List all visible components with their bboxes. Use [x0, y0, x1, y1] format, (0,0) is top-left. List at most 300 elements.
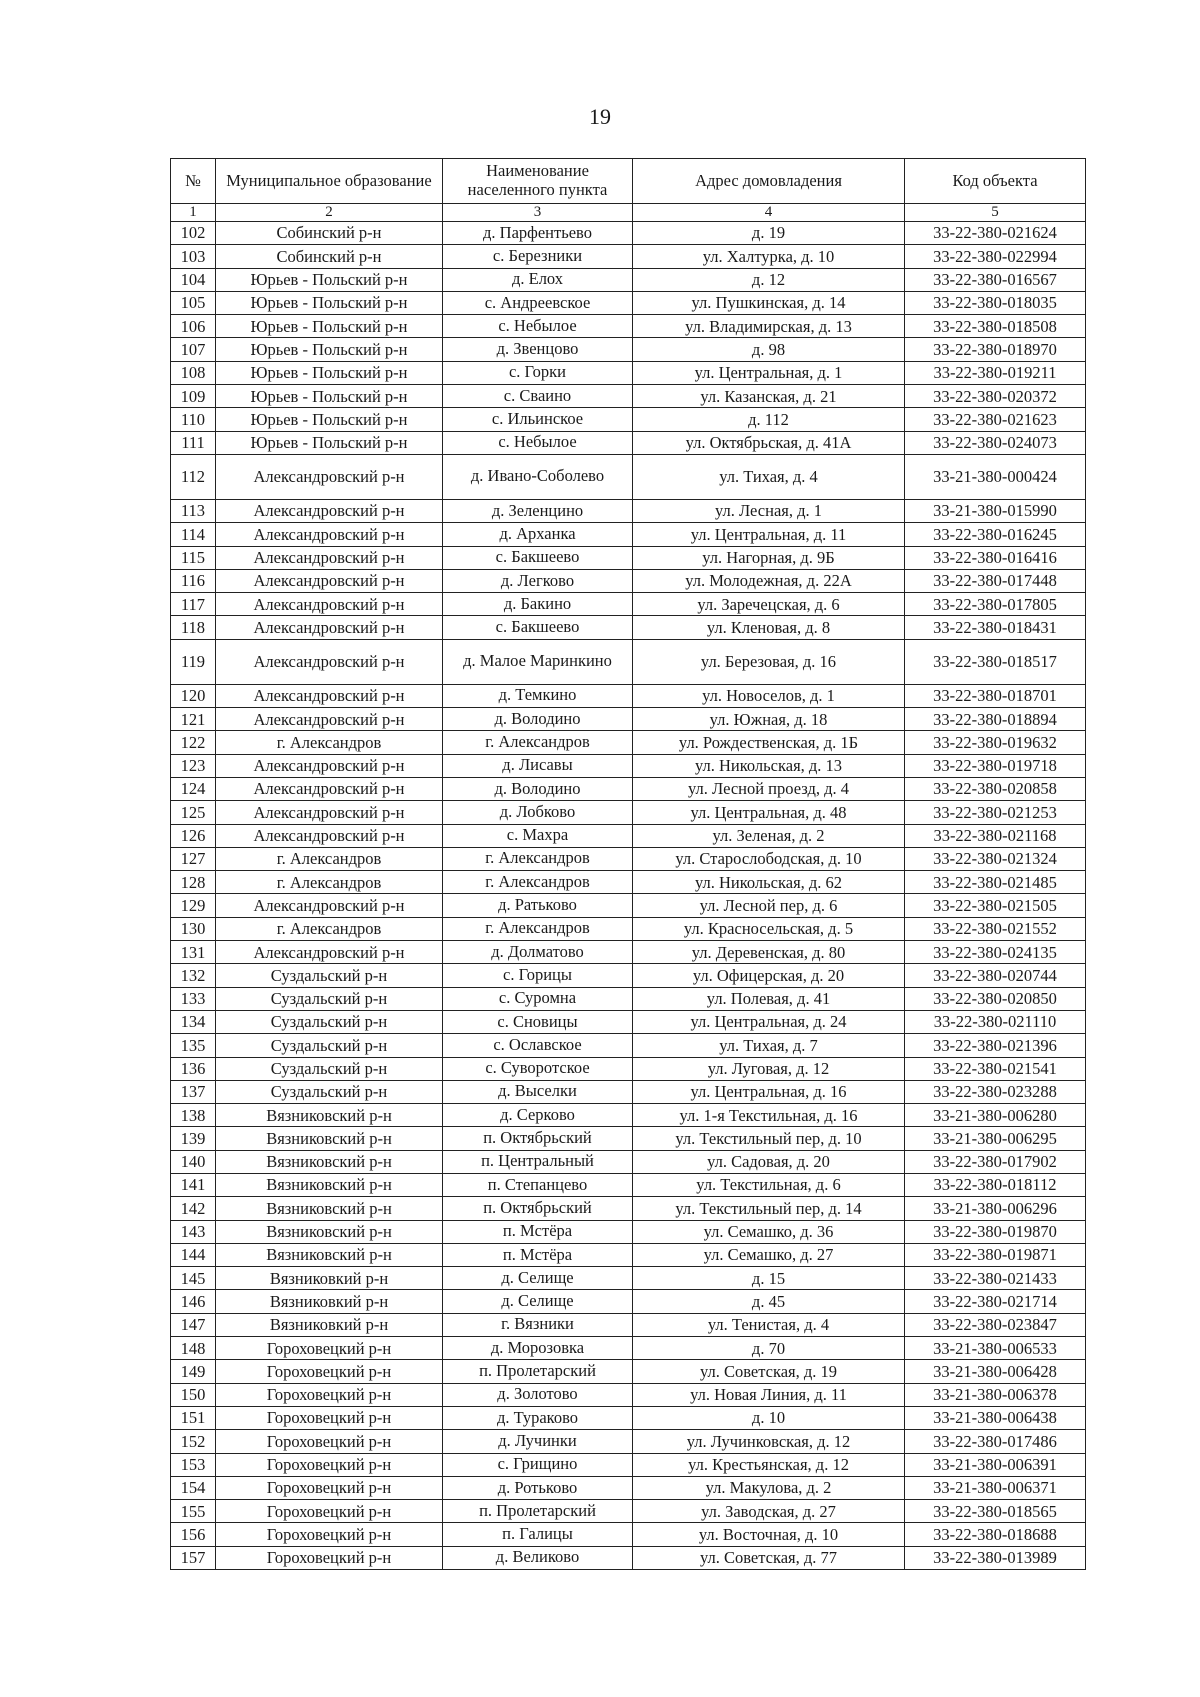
cell-object-code: 33-21-380-006371 — [905, 1476, 1086, 1499]
cell-settlement: д. Володино — [443, 708, 633, 731]
cell-address: ул. Казанская, д. 21 — [633, 385, 905, 408]
table-row — [171, 1057, 1086, 1080]
cell-municipality: Александровский р-н — [216, 684, 443, 707]
cell-number: 135 — [171, 1034, 216, 1057]
cell-object-code: 33-21-380-006533 — [905, 1337, 1086, 1360]
cell-settlement: д. Великово — [443, 1546, 633, 1569]
table-row — [171, 222, 1086, 245]
table-row — [171, 754, 1086, 777]
cell-municipality: Гороховецкий р-н — [216, 1523, 443, 1546]
cell-settlement: д. Выселки — [443, 1080, 633, 1103]
cell-number: 123 — [171, 754, 216, 777]
cell-number: 113 — [171, 499, 216, 522]
cell-address: д. 12 — [633, 268, 905, 291]
cell-settlement: с. Ославское — [443, 1034, 633, 1057]
cell-address: ул. Заводская, д. 27 — [633, 1500, 905, 1523]
cell-address: ул. Офицерская, д. 20 — [633, 964, 905, 987]
cell-settlement: д. Звенцово — [443, 338, 633, 361]
table-row — [171, 408, 1086, 431]
cell-object-code: 33-22-380-016567 — [905, 268, 1086, 291]
cell-address: ул. Семашко, д. 36 — [633, 1220, 905, 1243]
cell-number: 122 — [171, 731, 216, 754]
cell-object-code: 33-21-380-015990 — [905, 499, 1086, 522]
table-row — [171, 338, 1086, 361]
cell-number: 129 — [171, 894, 216, 917]
table-row — [171, 941, 1086, 964]
cell-municipality: Юрьев - Польский р-н — [216, 315, 443, 338]
cell-municipality: Александровский р-н — [216, 708, 443, 731]
table-row — [171, 1104, 1086, 1127]
cell-municipality: Александровский р-н — [216, 523, 443, 546]
cell-number: 125 — [171, 801, 216, 824]
cell-municipality: Вязниковкий р-н — [216, 1290, 443, 1313]
cell-number: 150 — [171, 1383, 216, 1406]
cell-number: 110 — [171, 408, 216, 431]
column-number: 2 — [216, 204, 443, 222]
cell-municipality: Александровский р-н — [216, 569, 443, 592]
table-row — [171, 1313, 1086, 1336]
cell-settlement: г. Александров — [443, 731, 633, 754]
cell-object-code: 33-22-380-020850 — [905, 987, 1086, 1010]
cell-municipality: Собинский р-н — [216, 245, 443, 268]
cell-object-code: 33-22-380-016416 — [905, 546, 1086, 569]
column-number: 1 — [171, 204, 216, 222]
cell-number: 157 — [171, 1546, 216, 1569]
cell-address: ул. Лучинковская, д. 12 — [633, 1430, 905, 1453]
cell-settlement: с. Бакшеево — [443, 546, 633, 569]
cell-number: 145 — [171, 1267, 216, 1290]
cell-address: ул. Центральная, д. 48 — [633, 801, 905, 824]
cell-number: 104 — [171, 268, 216, 291]
cell-settlement: д. Морозовка — [443, 1337, 633, 1360]
cell-object-code: 33-22-380-013989 — [905, 1546, 1086, 1569]
cell-address: ул. Рождественская, д. 1Б — [633, 731, 905, 754]
cell-settlement: с. Бакшеево — [443, 616, 633, 639]
table-row — [171, 1173, 1086, 1196]
cell-object-code: 33-22-380-020372 — [905, 385, 1086, 408]
cell-municipality: Юрьев - Польский р-н — [216, 338, 443, 361]
cell-settlement: г. Александров — [443, 847, 633, 870]
cell-number: 142 — [171, 1197, 216, 1220]
cell-number: 112 — [171, 454, 216, 499]
table-row — [171, 847, 1086, 870]
cell-settlement: с. Березники — [443, 245, 633, 268]
cell-municipality: г. Александров — [216, 917, 443, 940]
table-row — [171, 1406, 1086, 1429]
cell-settlement: п. Мстёра — [443, 1220, 633, 1243]
cell-address: ул. Восточная, д. 10 — [633, 1523, 905, 1546]
cell-settlement: п. Октябрьский — [443, 1197, 633, 1220]
cell-number: 124 — [171, 777, 216, 800]
cell-number: 144 — [171, 1243, 216, 1266]
objects-table — [170, 158, 1086, 1570]
cell-settlement: д. Ратьково — [443, 894, 633, 917]
cell-object-code: 33-21-380-000424 — [905, 454, 1086, 499]
cell-municipality: Александровский р-н — [216, 777, 443, 800]
cell-address: д. 98 — [633, 338, 905, 361]
cell-municipality: Суздальский р-н — [216, 964, 443, 987]
cell-number: 131 — [171, 941, 216, 964]
table-row — [171, 546, 1086, 569]
cell-municipality: Вязниковский р-н — [216, 1150, 443, 1173]
cell-settlement: д. Тураково — [443, 1406, 633, 1429]
cell-number: 137 — [171, 1080, 216, 1103]
cell-number: 138 — [171, 1104, 216, 1127]
cell-object-code: 33-22-380-021110 — [905, 1010, 1086, 1033]
table-row — [171, 1197, 1086, 1220]
cell-address: ул. Владимирская, д. 13 — [633, 315, 905, 338]
cell-number: 111 — [171, 431, 216, 454]
table-row — [171, 987, 1086, 1010]
cell-settlement: п. Мстёра — [443, 1243, 633, 1266]
cell-number: 102 — [171, 222, 216, 245]
cell-object-code: 33-22-380-021168 — [905, 824, 1086, 847]
cell-municipality: Вязниковский р-н — [216, 1173, 443, 1196]
table-row — [171, 1127, 1086, 1150]
cell-address: д. 19 — [633, 222, 905, 245]
cell-municipality: Юрьев - Польский р-н — [216, 431, 443, 454]
table-row — [171, 523, 1086, 546]
cell-object-code: 33-22-380-024135 — [905, 941, 1086, 964]
cell-number: 130 — [171, 917, 216, 940]
cell-object-code: 33-22-380-018565 — [905, 1500, 1086, 1523]
column-header-municipality: Муниципальное образование — [216, 159, 443, 204]
cell-municipality: Гороховецкий р-н — [216, 1476, 443, 1499]
cell-settlement: д. Парфентьево — [443, 222, 633, 245]
cell-municipality: Суздальский р-н — [216, 1080, 443, 1103]
cell-municipality: Вязниковский р-н — [216, 1104, 443, 1127]
cell-settlement: д. Легково — [443, 569, 633, 592]
table-row — [171, 871, 1086, 894]
cell-number: 152 — [171, 1430, 216, 1453]
column-number: 5 — [905, 204, 1086, 222]
cell-municipality: Александровский р-н — [216, 546, 443, 569]
cell-settlement: с. Небылое — [443, 315, 633, 338]
cell-settlement: д. Малое Маринкино — [443, 639, 633, 684]
cell-settlement: п. Пролетарский — [443, 1360, 633, 1383]
cell-number: 116 — [171, 569, 216, 592]
cell-address: ул. Центральная, д. 1 — [633, 361, 905, 384]
cell-settlement: д. Арханка — [443, 523, 633, 546]
cell-address: ул. Советская, д. 77 — [633, 1546, 905, 1569]
cell-settlement: д. Зеленцино — [443, 499, 633, 522]
table-row — [171, 731, 1086, 754]
cell-object-code: 33-22-380-017448 — [905, 569, 1086, 592]
cell-municipality: Юрьев - Польский р-н — [216, 291, 443, 314]
cell-municipality: Юрьев - Польский р-н — [216, 268, 443, 291]
cell-settlement: д. Долматово — [443, 941, 633, 964]
table-row — [171, 245, 1086, 268]
cell-object-code: 33-22-380-021624 — [905, 222, 1086, 245]
column-header-address: Адрес домовладения — [633, 159, 905, 204]
cell-address: ул. Халтурка, д. 10 — [633, 245, 905, 268]
table-row — [171, 431, 1086, 454]
cell-object-code: 33-22-380-021253 — [905, 801, 1086, 824]
cell-municipality: Вязниковский р-н — [216, 1127, 443, 1150]
cell-address: ул. Лесная, д. 1 — [633, 499, 905, 522]
table-row — [171, 1546, 1086, 1569]
cell-object-code: 33-22-380-021505 — [905, 894, 1086, 917]
cell-number: 151 — [171, 1406, 216, 1429]
cell-settlement: д. Ротьково — [443, 1476, 633, 1499]
cell-number: 117 — [171, 593, 216, 616]
cell-settlement: с. Горицы — [443, 964, 633, 987]
cell-settlement: д. Серково — [443, 1104, 633, 1127]
cell-object-code: 33-22-380-018508 — [905, 315, 1086, 338]
table-row — [171, 1430, 1086, 1453]
cell-settlement: д. Лобково — [443, 801, 633, 824]
cell-address: ул. Новоселов, д. 1 — [633, 684, 905, 707]
table-row — [171, 708, 1086, 731]
cell-address: ул. Октябрьская, д. 41А — [633, 431, 905, 454]
cell-object-code: 33-22-380-019632 — [905, 731, 1086, 754]
cell-address: ул. Новая Линия, д. 11 — [633, 1383, 905, 1406]
column-header-settlement: Наименование населенного пункта — [443, 159, 633, 204]
cell-object-code: 33-22-380-018112 — [905, 1173, 1086, 1196]
cell-municipality: Александровский р-н — [216, 824, 443, 847]
cell-address: ул. 1-я Текстильная, д. 16 — [633, 1104, 905, 1127]
cell-object-code: 33-22-380-021552 — [905, 917, 1086, 940]
cell-municipality: Александровский р-н — [216, 616, 443, 639]
cell-number: 139 — [171, 1127, 216, 1150]
table-row — [171, 361, 1086, 384]
cell-address: ул. Лесной пер, д. 6 — [633, 894, 905, 917]
column-header-number: № — [171, 159, 216, 204]
cell-address: ул. Луговая, д. 12 — [633, 1057, 905, 1080]
cell-object-code: 33-22-380-021396 — [905, 1034, 1086, 1057]
cell-number: 141 — [171, 1173, 216, 1196]
cell-address: ул. Тихая, д. 7 — [633, 1034, 905, 1057]
cell-number: 147 — [171, 1313, 216, 1336]
cell-address: ул. Текстильный пер, д. 14 — [633, 1197, 905, 1220]
cell-object-code: 33-22-380-023847 — [905, 1313, 1086, 1336]
table-row — [171, 684, 1086, 707]
table-row — [171, 291, 1086, 314]
cell-address: ул. Центральная, д. 24 — [633, 1010, 905, 1033]
table-row — [171, 569, 1086, 592]
cell-settlement: с. Горки — [443, 361, 633, 384]
cell-settlement: п. Октябрьский — [443, 1127, 633, 1150]
cell-number: 143 — [171, 1220, 216, 1243]
cell-object-code: 33-22-380-020858 — [905, 777, 1086, 800]
table-row — [171, 1243, 1086, 1266]
cell-municipality: Юрьев - Польский р-н — [216, 408, 443, 431]
cell-number: 134 — [171, 1010, 216, 1033]
column-number: 3 — [443, 204, 633, 222]
cell-object-code: 33-22-380-019870 — [905, 1220, 1086, 1243]
table-row — [171, 1500, 1086, 1523]
cell-address: ул. Зеленая, д. 2 — [633, 824, 905, 847]
cell-municipality: Гороховецкий р-н — [216, 1360, 443, 1383]
cell-address: ул. Центральная, д. 11 — [633, 523, 905, 546]
cell-address: д. 70 — [633, 1337, 905, 1360]
cell-settlement: д. Лучинки — [443, 1430, 633, 1453]
cell-municipality: Вязниковкий р-н — [216, 1313, 443, 1336]
column-numbers-row — [171, 204, 1086, 222]
cell-settlement: п. Степанцево — [443, 1173, 633, 1196]
cell-object-code: 33-22-380-018431 — [905, 616, 1086, 639]
cell-municipality: Суздальский р-н — [216, 1057, 443, 1080]
cell-settlement: д. Селище — [443, 1267, 633, 1290]
cell-settlement: с. Махра — [443, 824, 633, 847]
cell-municipality: Собинский р-н — [216, 222, 443, 245]
cell-address: ул. Садовая, д. 20 — [633, 1150, 905, 1173]
cell-object-code: 33-21-380-006295 — [905, 1127, 1086, 1150]
cell-object-code: 33-22-380-020744 — [905, 964, 1086, 987]
cell-municipality: Суздальский р-н — [216, 1010, 443, 1033]
cell-object-code: 33-22-380-021433 — [905, 1267, 1086, 1290]
cell-object-code: 33-22-380-017902 — [905, 1150, 1086, 1173]
cell-number: 107 — [171, 338, 216, 361]
cell-municipality: Александровский р-н — [216, 499, 443, 522]
cell-number: 105 — [171, 291, 216, 314]
table-row — [171, 801, 1086, 824]
cell-object-code: 33-22-380-018035 — [905, 291, 1086, 314]
cell-settlement: д. Володино — [443, 777, 633, 800]
cell-municipality: Гороховецкий р-н — [216, 1406, 443, 1429]
cell-municipality: Вязниковский р-н — [216, 1243, 443, 1266]
cell-object-code: 33-22-380-023288 — [905, 1080, 1086, 1103]
table-row — [171, 1034, 1086, 1057]
table-row — [171, 1523, 1086, 1546]
cell-object-code: 33-22-380-017486 — [905, 1430, 1086, 1453]
cell-settlement: д. Елох — [443, 268, 633, 291]
cell-address: ул. Никольская, д. 62 — [633, 871, 905, 894]
table-row — [171, 315, 1086, 338]
cell-number: 119 — [171, 639, 216, 684]
cell-municipality: Александровский р-н — [216, 639, 443, 684]
cell-municipality: Александровский р-н — [216, 593, 443, 616]
table-row — [171, 639, 1086, 684]
cell-number: 128 — [171, 871, 216, 894]
cell-settlement: с. Небылое — [443, 431, 633, 454]
cell-municipality: Юрьев - Польский р-н — [216, 361, 443, 384]
cell-settlement: д. Ивано-Соболево — [443, 454, 633, 499]
cell-settlement: п. Центральный — [443, 1150, 633, 1173]
cell-object-code: 33-21-380-006438 — [905, 1406, 1086, 1429]
cell-object-code: 33-22-380-018517 — [905, 639, 1086, 684]
table-row — [171, 777, 1086, 800]
table-row — [171, 1080, 1086, 1103]
table-row — [171, 1220, 1086, 1243]
cell-municipality: Александровский р-н — [216, 894, 443, 917]
cell-number: 120 — [171, 684, 216, 707]
cell-municipality: Гороховецкий р-н — [216, 1383, 443, 1406]
cell-municipality: Гороховецкий р-н — [216, 1546, 443, 1569]
cell-number: 121 — [171, 708, 216, 731]
cell-number: 132 — [171, 964, 216, 987]
cell-number: 148 — [171, 1337, 216, 1360]
cell-number: 149 — [171, 1360, 216, 1383]
cell-settlement: с. Сновицы — [443, 1010, 633, 1033]
table-row — [171, 894, 1086, 917]
cell-number: 103 — [171, 245, 216, 268]
cell-object-code: 33-22-380-021541 — [905, 1057, 1086, 1080]
cell-municipality: г. Александров — [216, 871, 443, 894]
cell-object-code: 33-22-380-016245 — [905, 523, 1086, 546]
table-row — [171, 616, 1086, 639]
cell-address: ул. Южная, д. 18 — [633, 708, 905, 731]
cell-address: ул. Текстильный пер, д. 10 — [633, 1127, 905, 1150]
cell-settlement: с. Суромна — [443, 987, 633, 1010]
cell-address: ул. Центральная, д. 16 — [633, 1080, 905, 1103]
table-row — [171, 917, 1086, 940]
cell-municipality: Вязниковский р-н — [216, 1220, 443, 1243]
table-row — [171, 1150, 1086, 1173]
table-row — [171, 385, 1086, 408]
cell-address: ул. Тихая, д. 4 — [633, 454, 905, 499]
cell-municipality: Гороховецкий р-н — [216, 1337, 443, 1360]
table-row — [171, 1337, 1086, 1360]
cell-address: ул. Никольская, д. 13 — [633, 754, 905, 777]
cell-settlement: д. Бакино — [443, 593, 633, 616]
table-row — [171, 268, 1086, 291]
cell-address: ул. Кленовая, д. 8 — [633, 616, 905, 639]
cell-municipality: Гороховецкий р-н — [216, 1453, 443, 1476]
cell-number: 155 — [171, 1500, 216, 1523]
cell-address: ул. Старослободская, д. 10 — [633, 847, 905, 870]
cell-object-code: 33-22-380-019718 — [905, 754, 1086, 777]
cell-municipality: Суздальский р-н — [216, 1034, 443, 1057]
column-number: 4 — [633, 204, 905, 222]
cell-settlement: п. Галицы — [443, 1523, 633, 1546]
cell-address: д. 45 — [633, 1290, 905, 1313]
cell-object-code: 33-22-380-021485 — [905, 871, 1086, 894]
cell-object-code: 33-22-380-018688 — [905, 1523, 1086, 1546]
cell-municipality: Александровский р-н — [216, 941, 443, 964]
cell-settlement: с. Сваино — [443, 385, 633, 408]
cell-number: 118 — [171, 616, 216, 639]
cell-address: ул. Тенистая, д. 4 — [633, 1313, 905, 1336]
cell-address: ул. Семашко, д. 27 — [633, 1243, 905, 1266]
cell-settlement: д. Золотово — [443, 1383, 633, 1406]
cell-address: д. 15 — [633, 1267, 905, 1290]
cell-address: ул. Нагорная, д. 9Б — [633, 546, 905, 569]
cell-settlement: с. Суворотское — [443, 1057, 633, 1080]
cell-object-code: 33-21-380-006391 — [905, 1453, 1086, 1476]
cell-municipality: Александровский р-н — [216, 801, 443, 824]
cell-address: д. 112 — [633, 408, 905, 431]
cell-number: 153 — [171, 1453, 216, 1476]
cell-settlement: д. Селище — [443, 1290, 633, 1313]
table-row — [171, 1290, 1086, 1313]
cell-object-code: 33-22-380-019211 — [905, 361, 1086, 384]
table-row — [171, 1383, 1086, 1406]
cell-object-code: 33-22-380-021714 — [905, 1290, 1086, 1313]
cell-number: 154 — [171, 1476, 216, 1499]
cell-municipality: Александровский р-н — [216, 754, 443, 777]
cell-object-code: 33-21-380-006378 — [905, 1383, 1086, 1406]
cell-address: ул. Красносельская, д. 5 — [633, 917, 905, 940]
cell-municipality: г. Александров — [216, 847, 443, 870]
cell-settlement: г. Вязники — [443, 1313, 633, 1336]
table-row — [171, 499, 1086, 522]
column-header-object-code: Код объекта — [905, 159, 1086, 204]
cell-address: ул. Текстильная, д. 6 — [633, 1173, 905, 1196]
table-row — [171, 824, 1086, 847]
cell-settlement: г. Александров — [443, 871, 633, 894]
cell-number: 133 — [171, 987, 216, 1010]
cell-address: д. 10 — [633, 1406, 905, 1429]
cell-number: 140 — [171, 1150, 216, 1173]
cell-number: 127 — [171, 847, 216, 870]
cell-object-code: 33-22-380-024073 — [905, 431, 1086, 454]
cell-settlement: г. Александров — [443, 917, 633, 940]
cell-number: 114 — [171, 523, 216, 546]
page-number: 19 — [589, 104, 611, 129]
cell-municipality: г. Александров — [216, 731, 443, 754]
table-header-row — [171, 159, 1086, 204]
